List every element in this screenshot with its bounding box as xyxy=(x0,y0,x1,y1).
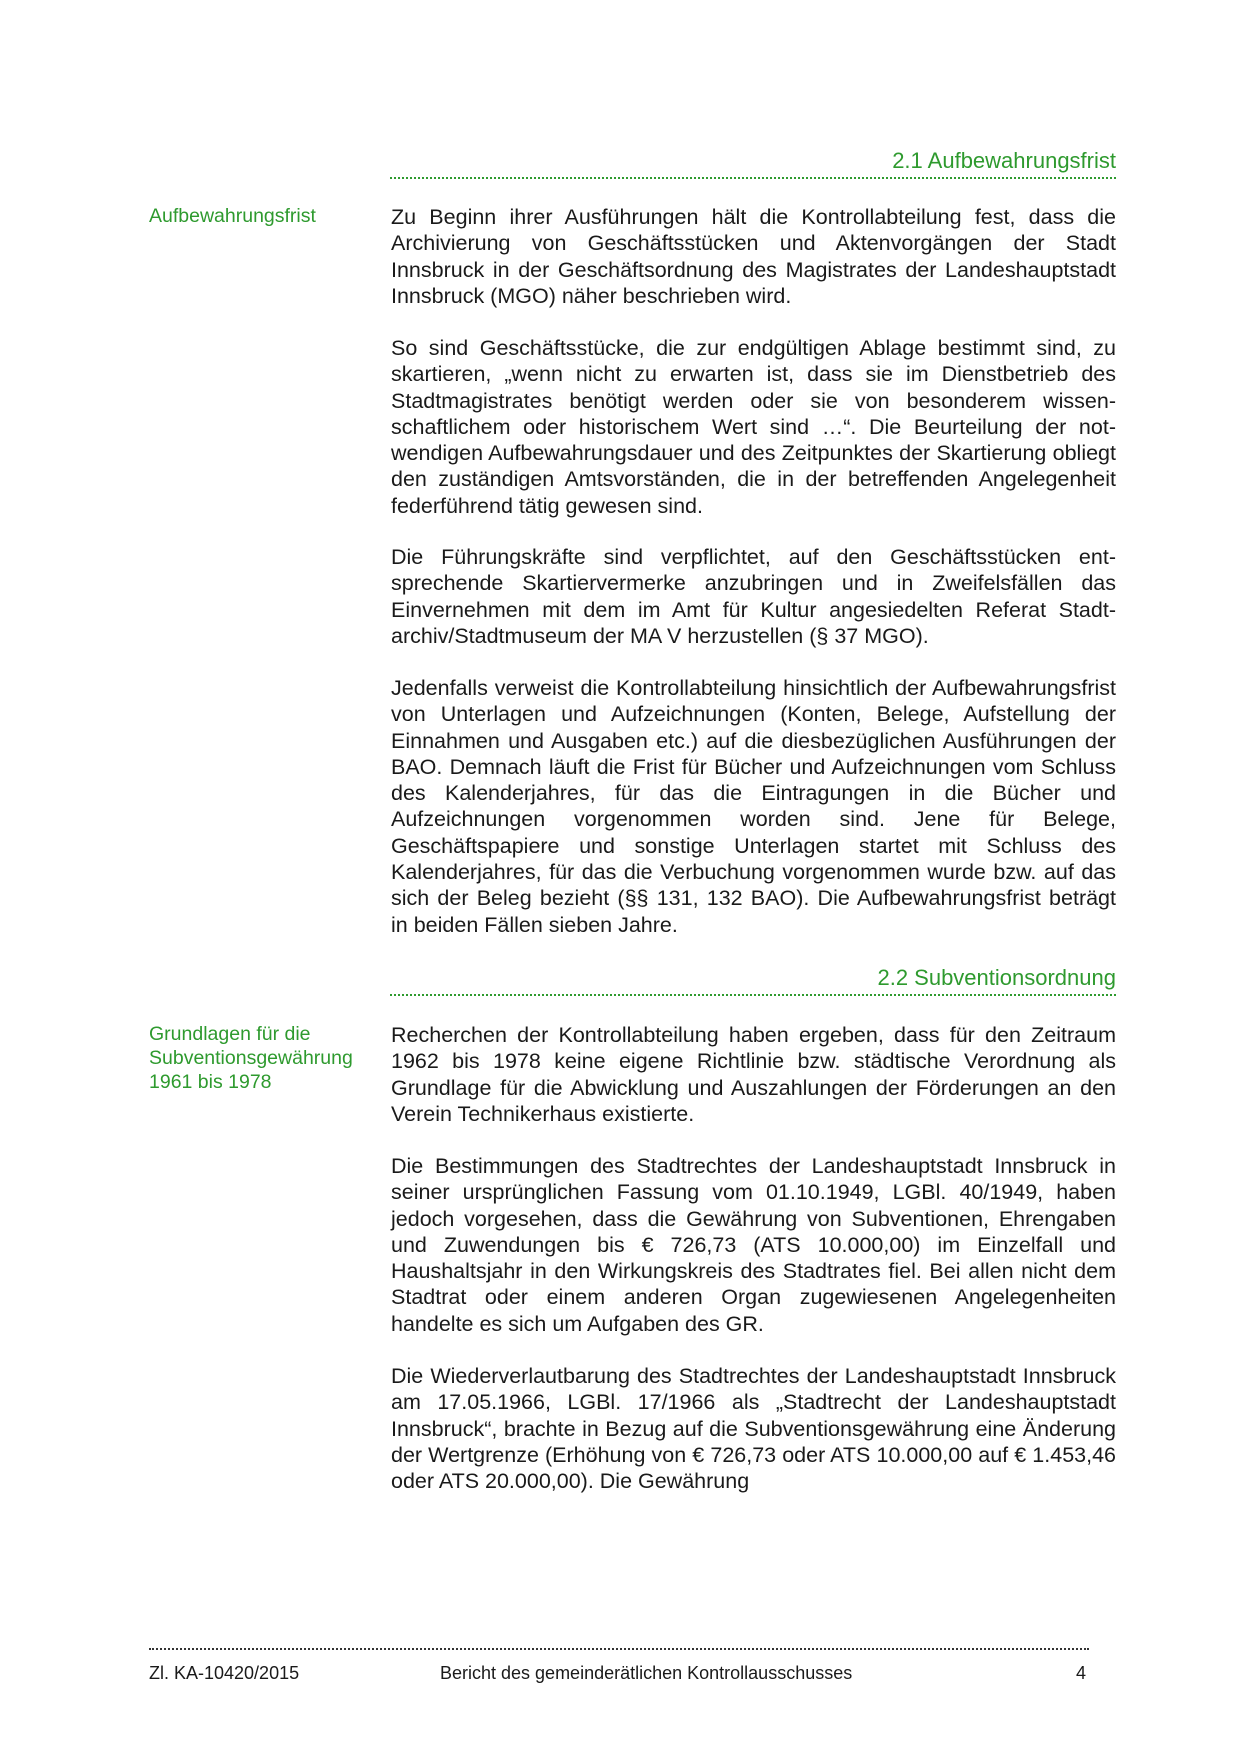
paragraph: Die Wiederverlautbarung des Stadtrechtes der Landeshauptstadt Innsbruck am 17.05.1966, LGBl. 17/1966 als „Stadtrecht der Landeshauptstadt Innsbruck“, brachte in Bezug auf die Subventionsgewährung eine Änderung der Wertgrenze (Erhöhung von € 726,73 oder ATS 10.000,00 auf € 1.453,46 oder ATS 20.000,00). Die Gewährung xyxy=(391,1364,1116,1494)
margin-note-aufbewahrungsfrist: Aufbewahrungsfrist xyxy=(149,205,316,227)
page-number: 4 xyxy=(1076,1663,1087,1683)
footer-reference: Zl. KA-10420/2015 xyxy=(149,1663,300,1683)
section-divider xyxy=(390,177,1116,179)
section-divider xyxy=(390,994,1116,996)
paragraph: Zu Beginn ihrer Ausführungen hält die Kontrollabteilung fest, dass die Archivierung von Geschäftsstücken und Aktenvorgängen der Stadt Innsbruck in der Geschäftsordnung des Magistrates der Landeshauptstadt Innsbruck (MGO) näher beschrieben wird. xyxy=(391,205,1116,308)
paragraph: Die Führungskräfte sind verpflichtet, auf den Geschäftsstücken entsprechende Skartiervermerke anzubringen und in Zweifelsfällen das Einvernehmen mit dem im Amt für Kultur angesiedelten Referat Stadtarchiv/Stadtmuseum der MA V herzustellen (§ 37 MGO). xyxy=(391,545,1116,648)
margin-note-grundlagen: Grundlagen für die Subventionsgewährung 1961 bis 1978 xyxy=(149,1023,353,1093)
footer-divider xyxy=(149,1648,1089,1650)
section-heading-2-2: 2.2 Subventionsordnung xyxy=(877,965,1116,990)
section-heading-2-1: 2.1 Aufbewahrungsfrist xyxy=(892,148,1116,173)
footer-title: Bericht des gemeinderätlichen Kontrollausschusses xyxy=(440,1663,853,1683)
paragraph: Jedenfalls verweist die Kontrollabteilung hinsichtlich der Aufbewahrungsfrist von Unterlagen und Aufzeichnungen (Konten, Belege, Aufstellung der Einnahmen und Ausgaben etc.) auf die diesbezüglichen Ausführungen der BAO. Demnach läuft die Frist für Bücher und Aufzeichnungen vom Schluss des Kalenderjahres, für das die Eintragungen in die Bücher und Aufzeichnungen vorgenommen worden sind. Jene für Belege, Geschäftspapiere und sonstige Unterlagen startet mit Schluss des Kalenderjahres, für das die Verbuchung vorgenommen wurde bzw. auf das sich der Beleg bezieht (§§ 131, 132 BAO). Die Aufbewahrungsfrist beträgt in beiden Fällen sieben Jahre. xyxy=(391,676,1116,937)
paragraph: So sind Geschäftsstücke, die zur endgültigen Ablage bestimmt sind, zu skartieren, „wenn nicht zu erwarten ist, dass sie im Dienstbetrieb des Stadtmagistrates benötigt werden oder sie von besonderem wissenschaftlichem oder historischem Wert sind …“. Die Beurteilung der notwendigen Aufbewahrungsdauer und des Zeitpunktes der Skartierung obliegt den zuständigen Amtsvorständen, die in der betreffenden Angelegenheit federführend tätig gewesen sind. xyxy=(391,336,1116,518)
paragraph: Recherchen der Kontrollabteilung haben ergeben, dass für den Zeitraum 1962 bis 1978 keine eigene Richtlinie bzw. städtische Verordnung als Grundlage für die Abwicklung und Auszahlungen der Förderungen an den Verein Technikerhaus existierte. xyxy=(391,1023,1116,1126)
paragraph: Die Bestimmungen des Stadtrechtes der Landeshauptstadt Innsbruck in seiner ursprünglichen Fassung vom 01.10.1949, LGBl. 40/1949, haben jedoch vorgesehen, dass die Gewährung von Subventionen, Ehrengaben und Zuwendungen bis € 726,73 (ATS 10.000,00) im Einzelfall und Haushaltsjahr in den Wirkungskreis des Stadtrates fiel. Bei allen nicht dem Stadtrat oder einem anderen Organ zugewiesenen Angelegenheiten handelte es sich um Aufgaben des GR. xyxy=(391,1154,1116,1336)
